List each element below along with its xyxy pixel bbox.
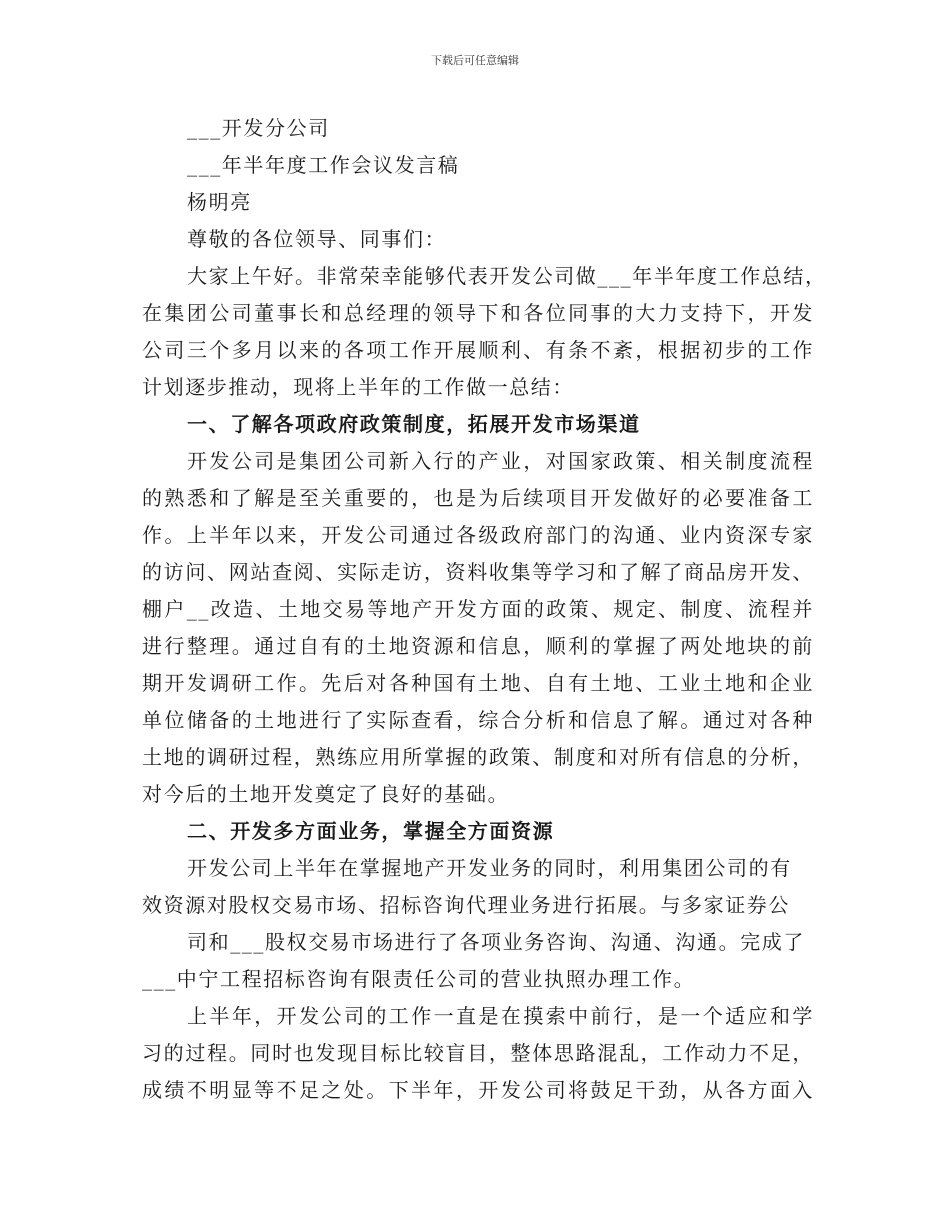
section1-line: 期开发调研工作。先后对各种国有土地、自有土地、工业土地和企业	[142, 671, 814, 695]
section3-line: 习的过程。同时也发现目标比较盲目，整体思路混乱，工作动力不足，	[142, 1041, 814, 1065]
intro-line: 公司三个多月以来的各项工作开展顺利、有条不紊，根据初步的工作	[142, 338, 814, 362]
section1-line: 的熟悉和了解是至关重要的，也是为后续项目开发做好的必要准备工	[142, 486, 814, 510]
section1-line: 土地的调研过程，熟练应用所掌握的政策、制度和对所有信息的分析，	[142, 745, 814, 769]
section-heading-2: 二、开发多方面业务，掌握全方面资源	[187, 819, 555, 843]
salutation: 尊敬的各位领导、同事们：	[187, 227, 447, 251]
section-heading-1: 一、了解各项政府政策制度，拓展开发市场渠道	[187, 412, 641, 436]
section1-line: 单位储备的土地进行了实际查看，综合分析和信息了解。通过对各种	[142, 708, 814, 732]
intro-line: 在集团公司董事长和总经理的领导下和各位同事的大力支持下，开发	[142, 301, 814, 325]
section3-line: 上半年，开发公司的工作一直是在摸索中前行，是一个适应和学	[187, 1004, 814, 1028]
section1-line: 的访问、网站查阅、实际走访，资料收集等学习和了解了商品房开发、	[142, 560, 814, 584]
section2-line: 开发公司上半年在掌握地产开发业务的同时，利用集团公司的有	[187, 856, 792, 880]
branch-title: ___开发分公司	[187, 116, 330, 140]
section1-line: 作。上半年以来，开发公司通过各级政府部门的沟通、业内资深专家	[142, 523, 814, 547]
speaker-name: 杨明亮	[187, 190, 252, 214]
page-header: 下载后可任意编辑	[431, 54, 519, 67]
intro-line: 计划逐步推动，现将上半年的工作做一总结：	[142, 375, 574, 399]
section1-line: 开发公司是集团公司新入行的产业，对国家政策、相关制度流程	[187, 449, 814, 473]
section1-line: 棚户__改造、土地交易等地产开发方面的政策、规定、制度、流程并	[142, 597, 814, 621]
section2-line: ___中宁工程招标咨询有限责任公司的营业执照办理工作。	[142, 967, 696, 991]
document-body	[142, 110, 827, 1109]
intro-line: 大家上午好。非常荣幸能够代表开发公司做___年半年度工作总结，	[187, 264, 827, 288]
section1-line: 对今后的土地开发奠定了良好的基础。	[142, 782, 510, 806]
speech-title: ___年半年度工作会议发言稿	[187, 153, 460, 177]
section2-line: 司和___股权交易市场进行了各项业务咨询、沟通、沟通。完成了	[187, 930, 805, 954]
section1-line: 进行整理。通过自有的土地资源和信息，顺利的掌握了两处地块的前	[142, 634, 814, 658]
section2-line: 效资源对股权交易市场、招标咨询代理业务进行拓展。与多家证券公	[142, 893, 790, 917]
section3-line: 成绩不明显等不足之处。下半年，开发公司将鼓足干劲，从各方面入	[142, 1078, 814, 1102]
